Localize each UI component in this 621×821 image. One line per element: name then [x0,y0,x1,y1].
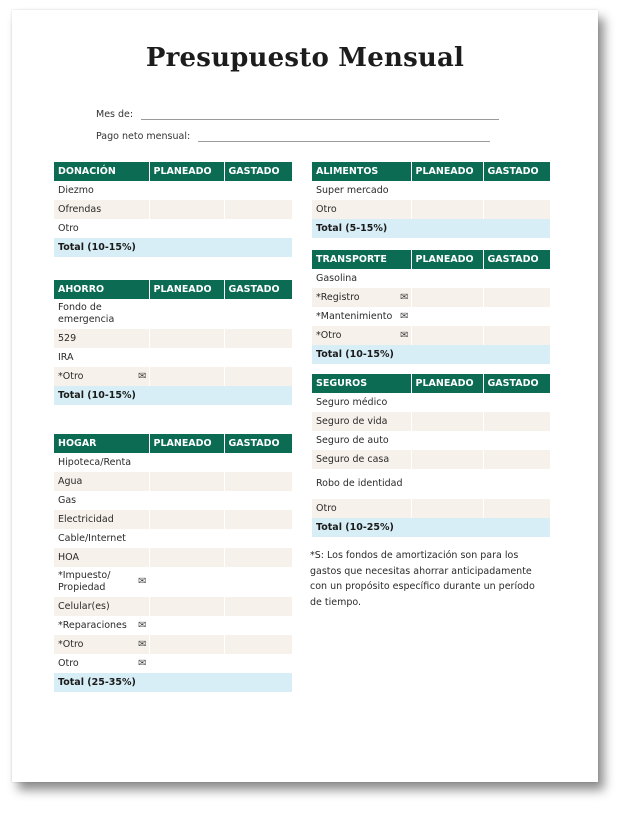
row-label: IRA [54,348,149,367]
total-label: Total (10-15%) [54,238,292,257]
net-pay-input-line[interactable] [198,131,490,142]
table-row[interactable] [54,510,292,529]
net-pay-field [96,131,490,142]
row-label: Seguro de vida [312,412,411,431]
table-row[interactable] [54,491,292,510]
total-label: Total (5-15%) [312,219,550,238]
table-row[interactable] [312,288,550,307]
table-row[interactable] [312,307,550,326]
table-row[interactable] [54,616,292,635]
alimentos-table [312,162,550,238]
table-row[interactable] [54,367,292,386]
row-label: Otro ✉ [54,654,149,673]
envelope-icon: ✉ [400,310,409,322]
table-row[interactable] [54,299,292,329]
table-row[interactable] [54,200,292,219]
hogar-title: HOGAR [54,434,149,453]
ahorro-table [54,280,292,405]
row-label: 529 [54,329,149,348]
table-row[interactable] [312,269,550,288]
total-label: Total (25-35%) [54,673,292,692]
table-row[interactable] [312,450,550,469]
row-label: Agua [54,472,149,491]
planned-header: PLANEADO [149,434,224,453]
envelope-icon: ✉ [138,370,147,382]
row-label: Fondo de emergencia [54,299,149,329]
row-label: *Registro ✉ [312,288,411,307]
table-row[interactable] [54,219,292,238]
table-row[interactable] [54,181,292,200]
spent-header: GASTADO [224,434,292,453]
spent-header: GASTADO [224,280,292,299]
total-row[interactable] [312,219,550,238]
table-row[interactable] [54,635,292,654]
row-label: *Otro ✉ [54,635,149,654]
row-label: Seguro de casa [312,450,411,469]
table-row[interactable] [312,326,550,345]
transporte-table [312,250,550,364]
row-label: Seguro médico [312,393,411,412]
row-label: Diezmo [54,181,149,200]
table-row[interactable] [54,654,292,673]
ahorro-title: AHORRO [54,280,149,299]
planned-header: PLANEADO [411,250,483,269]
table-row[interactable] [54,548,292,567]
row-label: HOA [54,548,149,567]
row-label: *Mantenimiento ✉ [312,307,411,326]
spent-header: GASTADO [224,162,292,181]
total-row[interactable] [54,386,292,405]
row-label: *Reparaciones ✉ [54,616,149,635]
table-row[interactable] [312,499,550,518]
row-label: Otro [312,499,411,518]
planned-header: PLANEADO [411,162,483,181]
row-label: Ofrendas [54,200,149,219]
total-row[interactable] [312,518,550,537]
total-label: Total (10-15%) [312,345,550,364]
total-row[interactable] [312,345,550,364]
budget-page [12,10,598,782]
planned-header: PLANEADO [411,374,483,393]
planned-header: PLANEADO [149,162,224,181]
row-label: Gasolina [312,269,411,288]
envelope-icon: ✉ [138,619,147,631]
total-row[interactable] [54,673,292,692]
transporte-title: TRANSPORTE [312,250,411,269]
row-label: Cable/Internet [54,529,149,548]
seguros-table [312,374,550,537]
row-label: Celular(es) [54,597,149,616]
total-row[interactable] [54,238,292,257]
table-row[interactable] [54,529,292,548]
table-row[interactable] [312,431,550,450]
month-input-line[interactable] [141,109,499,120]
table-row[interactable] [54,329,292,348]
page-title: Presupuesto Mensual [145,43,465,73]
table-row[interactable] [312,469,550,499]
month-label: Mes de: [96,109,134,120]
table-row[interactable] [312,393,550,412]
table-row[interactable] [54,348,292,367]
table-row[interactable] [312,412,550,431]
planned-header: PLANEADO [149,280,224,299]
spent-header: GASTADO [483,374,550,393]
envelope-icon: ✉ [138,638,147,650]
table-row[interactable] [54,472,292,491]
table-row[interactable] [54,567,292,597]
row-label: Super mercado [312,181,411,200]
total-label: Total (10-25%) [312,518,550,537]
donacion-title: DONACIÓN [54,162,149,181]
row-label: Gas [54,491,149,510]
row-label: *Impuesto/ Propiedad ✉ [54,567,149,597]
total-label: Total (10-15%) [54,386,292,405]
row-label: Seguro de auto [312,431,411,450]
table-row[interactable] [312,200,550,219]
envelope-icon: ✉ [400,329,409,341]
row-label: Otro [312,200,411,219]
envelope-icon: ✉ [400,291,409,303]
row-label: Robo de identidad [312,469,411,499]
row-label: Hipoteca/Renta [54,453,149,472]
month-field [96,109,499,120]
envelope-icon: ✉ [138,657,147,669]
seguros-title: SEGUROS [312,374,411,393]
row-label: *Otro ✉ [312,326,411,345]
net-pay-label: Pago neto mensual: [96,131,191,142]
table-row[interactable] [54,597,292,616]
table-row[interactable] [54,453,292,472]
spent-header: GASTADO [483,162,550,181]
alimentos-title: ALIMENTOS [312,162,411,181]
row-label: Otro [54,219,149,238]
hogar-table [54,434,292,692]
table-row[interactable] [312,181,550,200]
row-label: *Otro ✉ [54,367,149,386]
sinking-funds-note: *S: Los fondos de amortización son para los gastos que necesitas ahorrar anticipadamente con un propósito específico durante un período de tiempo. [310,550,535,608]
donacion-table [54,162,292,257]
spent-header: GASTADO [483,250,550,269]
envelope-icon: ✉ [138,576,147,587]
row-label: Electricidad [54,510,149,529]
